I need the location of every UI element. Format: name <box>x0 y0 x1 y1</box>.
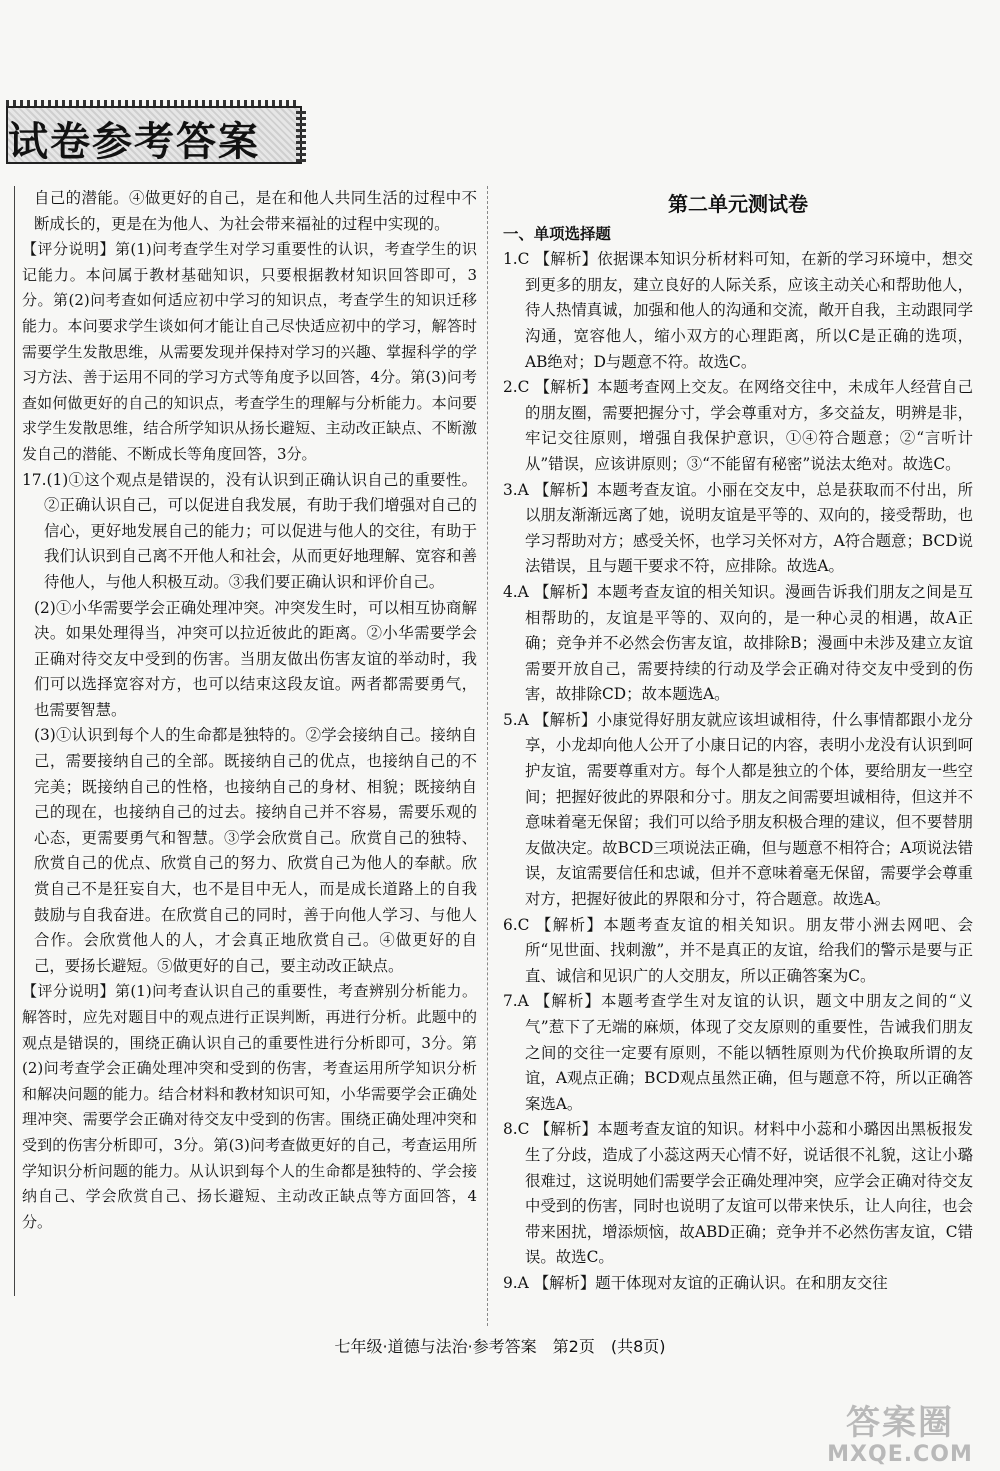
left-paragraph: 【评分说明】第(1)问考查认识自己的重要性，考查辨别分析能力。解答时，应先对题目中的观点进行正误判断，再进行分析。此题中的观点是错误的，围绕正确认识自己的重要性进行分析即可，3分。第(2)问考查学会正确处理冲突和受到的伤害，考查运用所学知识分析和解决问题的能力。结合材料和教材知识可知，小华需要学会正确处理冲突、需要学会正确对待交友中受到的伤害。围绕正确处理冲突和受到的伤害分析即可，3分。第(3)问考查做更好的自己，考查运用所学知识分析问题的能力。从认识到每个人的生命都是独特的、学会接纳自己、学会欣赏自己、扬长避短、主动改正缺点等方面回答，4分。 <box>22 982 477 1231</box>
right-paragraph: 4.A 【解析】本题考查友谊的相关知识。漫画告诉我们朋友之间是互相帮助的，友谊是平等的、双向的，是一种心灵的相遇，故A正确；竞争并不必然会伤害友谊，故排除B；漫画中未涉及建立友谊需要开放自己，需要持续的行动及学会正确对待交友中受到的伤害，故排除CD；故本题选A。 <box>503 582 973 704</box>
right-paragraph: 9.A 【解析】题干体现对友谊的正确认识。在和朋友交往 <box>503 1273 888 1292</box>
left-paragraph: (2)①小华需要学会正确处理冲突。冲突发生时，可以相互协商解决。如果处理得当，冲突可以拉近彼此的距离。②小华需要学会正确对待交友中受到的伤害。当朋友做出伤害友谊的举动时，我们可以选择宽容对方，也可以结束这段友谊。两者都需要勇气，也需要智慧。 <box>34 598 477 719</box>
answer-list <box>503 247 973 1296</box>
left-column <box>22 186 477 1235</box>
section-title: 第二单元测试卷 <box>668 192 808 216</box>
watermark-logo <box>820 1395 980 1465</box>
right-paragraph: 6.C 【解析】本题考查友谊的相关知识。朋友带小洲去网吧、会所“见世面、找刺激”，并不是真正的友谊，给我们的警示是要与正直、诚信和见识广的人交朋友，所以正确答案为C。 <box>503 915 973 985</box>
right-paragraph: 2.C 【解析】本题考查网上交友。在网络交往中，未成年人经营自己的朋友圈，需要把握分寸，学会尊重对方，多交益友，明辨是非，牢记交往原则，增强自我保护意识，①④符合题意；②“言听计从”错误，应该讲原则；③“不能留有秘密”说法太绝对。故选C。 <box>503 378 973 473</box>
left-margin-line <box>14 186 15 1296</box>
right-paragraph: 3.A 【解析】本题考查友谊。小丽在交友中，总是获取而不付出，所以朋友渐渐远离了她，说明友谊是平等的、双向的，接受帮助，也学习帮助对方；感受关怀，也学习关怀对方，A符合题意；BCD说法错误，且与题干要求不符，应排除。故选A。 <box>503 480 973 576</box>
left-paragraph: 自己的潜能。④做更好的自己，是在和他人共同生活的过程中不断成长的，更是在为他人、为社会带来福祉的过程中实现的。 <box>34 189 477 233</box>
right-paragraph: 1.C 【解析】依据课本知识分析材料可知，在新的学习环境中，想交到更多的朋友，建立良好的人际关系，应该主动关心和帮助他人，待人热情真诚，加强和他人的沟通和交流，敞开自我，主动跟同学沟通，宽容他人，缩小双方的心理距离，所以C是正确的选项，AB绝对；D与题意不符。故选C。 <box>503 250 973 371</box>
section-subtitle: 一、单项选择题 <box>503 224 611 243</box>
header-ornament-icon <box>296 110 306 162</box>
left-paragraph: 【评分说明】第(1)问考查学生对学习重要性的认识，考查学生的识记能力。本问属于教材基础知识，只要根据教材知识回答即可，3分。第(2)问考查如何适应初中学习的知识点，考查学生的知识迁移能力。本问要求学生谈如何才能让自己尽快适应初中的学习，解答时需要学生发散思维，从需要发现并保持对学习的兴趣、掌握科学的学习方法、善于运用不同的学习方式等角度予以回答，4分。第(3)问考查如何做更好的自己的知识点，考查学生的理解与分析能力。本问要求学生发散思维，结合所学知识从扬长避短、主动改正缺点、不断激发自己的潜能、不断成长等角度回答，3分。 <box>22 240 477 463</box>
header-title: 试卷参考答案 <box>8 119 260 165</box>
watermark-text: 答案圈 <box>846 1403 954 1443</box>
page-footer: 七年级·道德与法治·参考答案 第2页 (共8页) <box>334 1337 666 1356</box>
right-paragraph: 8.C 【解析】本题考查友谊的知识。材料中小蕊和小璐因出黑板报发生了分歧，造成了小蕊这两天心情不好，说话很不礼貌，这让小璐很难过，这说明她们需要学会正确处理冲突，应学会正确对待交友中受到的伤害，同时也说明了友谊可以带来快乐，让人向往，也会带来困扰，增添烦恼，故ABD正确；竞争并不必然伤害友谊，C错误。故选C。 <box>503 1120 973 1267</box>
left-paragraph: 17.(1)①这个观点是错误的，没有认识到正确认识自己的重要性。②正确认识自己，可以促进自我发展，有助于我们增强对自己的信心，更好地发展自己的能力；可以促进与他人的交往，有助于我们认识到自己离不开他人和社会，从而更好地理解、宽容和善待他人，与他人积极互动。③我们要正确认识和评价自己。 <box>22 470 477 591</box>
right-paragraph: 7.A 【解析】本题考查学生对友谊的认识，题文中朋友之间的“义气”惹下了无端的麻烦，体现了交友原则的重要性，告诫我们朋友之间的交往一定要有原则，不能以牺牲原则为代价换取所谓的友谊，A观点正确；BCD观点虽然正确，但与题意不符，所以正确答案选A。 <box>503 992 973 1113</box>
left-paragraph: (3)①认识到每个人的生命都是独特的。②学会接纳自己。接纳自己，需要接纳自己的全部。既接纳自己的优点，也接纳自己的不完美；既接纳自己的性格，也接纳自己的身材、相貌；既接纳自己的现在，也接纳自己的过去。接纳自己并不容易，需要乐观的心态，更需要勇气和智慧。③学会欣赏自己。欣赏自己的独特、欣赏自己的优点、欣赏自己的努力、欣赏自己为他人的奉献。欣赏自己不是狂妄自大，也不是目中无人，而是成长道路上的自我鼓励与自我奋进。在欣赏自己的同时，善于向他人学习、与他人合作。会欣赏他人的人，才会真正地欣赏自己。④做更好的自己，要扬长避短。⑤做更好的自己，要主动改正缺点。 <box>34 726 477 975</box>
page-header <box>0 100 310 170</box>
right-column <box>503 186 973 1297</box>
right-paragraph: 5.A 【解析】小康觉得好朋友就应该坦诚相待，什么事情都跟小龙分享，小龙却向他人公开了小康日记的内容，表明小龙没有认识到呵护友谊，需要尊重对方。每个人都是独立的个体，要给朋友一些空间；把握好彼此的界限和分寸。朋友之间需要坦诚相待，但这并不意味着毫无保留；我们可以给予朋友积极合理的建议，但不要替朋友做决定。故BCD三项说法正确，但与题意不相符合；A项说法错误，友谊需要信任和忠诚，但并不意味着毫无保留，需要学会尊重对方，把握好彼此的界限和分寸，符合题意。故选A。 <box>503 710 973 909</box>
watermark-url: MXQE.COM <box>827 1442 973 1467</box>
column-divider <box>487 186 488 1326</box>
